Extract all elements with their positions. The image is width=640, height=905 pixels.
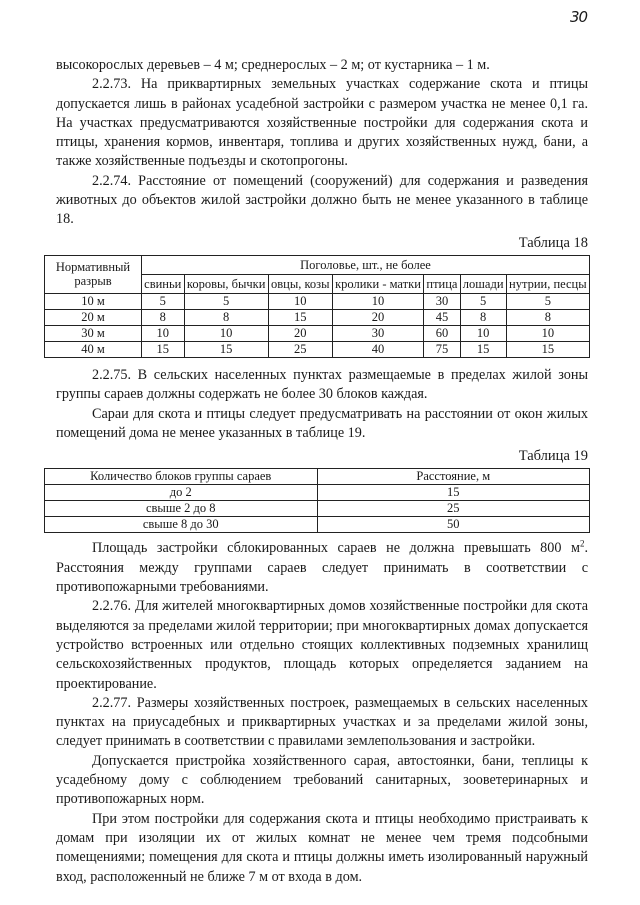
table-cell: 10 bbox=[142, 325, 185, 341]
table-cell: 5 bbox=[184, 293, 268, 309]
table-cell: 15 bbox=[142, 341, 185, 357]
paragraph-2-2-76: 2.2.76. Для жителей многоквартирных домов хозяйственные постройки для скота выделяются за пределами жилой территории; при многоквартирных домах допускается устройство встроенных или отдельно стоящих коллективных подземных хранилищ сельскохозяйственных продуктов, площадь которых определяется заданием на проектирование. bbox=[56, 598, 588, 692]
paragraph-2-2-75: 2.2.75. В сельских населенных пунктах размещаемые в пределах жилой зоны группы сараев должны содержать не более 30 блоков каждая. bbox=[56, 366, 588, 403]
table-cell: 20 bbox=[332, 309, 424, 325]
page-number: 30 bbox=[570, 8, 588, 26]
table-cell: 10 м bbox=[45, 293, 142, 309]
table-row bbox=[45, 325, 590, 341]
table-cell: 30 bbox=[424, 293, 460, 309]
text: . Расстояния между группами сараев следует принимать в соответствии с противопожарными требованиями. bbox=[56, 540, 588, 596]
table-cell: 10 bbox=[184, 325, 268, 341]
table-cell: 25 bbox=[317, 501, 590, 517]
paragraph: Сараи для скота и птицы следует предусматривать на расстоянии от окон жилых помещений дома не менее указанных в таблице 19. bbox=[56, 405, 588, 441]
table-cell: 30 м bbox=[45, 325, 142, 341]
table-19-caption: Таблица 19 bbox=[518, 448, 588, 465]
table-cell: 8 bbox=[506, 309, 589, 325]
table-cell: 25 bbox=[268, 341, 332, 357]
table-cell: 8 bbox=[142, 309, 185, 325]
table-cell: 15 bbox=[268, 309, 332, 325]
table-header-cell: овцы, козы bbox=[268, 274, 332, 293]
table-row bbox=[45, 309, 590, 325]
paragraph-2-2-74: 2.2.74. Расстояние от помещений (сооружений) для содержания и разведения животных до объектов жилой застройки должно быть не менее указанного в таблице 18. bbox=[56, 172, 588, 228]
table-cell: свыше 8 до 30 bbox=[45, 517, 318, 533]
table-cell: 40 bbox=[332, 341, 424, 357]
table-row bbox=[45, 501, 590, 517]
table-cell: 15 bbox=[317, 485, 590, 501]
table-19 bbox=[44, 468, 590, 533]
table-cell: 60 bbox=[424, 325, 460, 341]
table-header-cell: кролики - матки bbox=[332, 274, 424, 293]
table-cell: 5 bbox=[506, 293, 589, 309]
paragraph: высокорослых деревьев – 4 м; среднерослых – 2 м; от кустарника – 1 м. bbox=[56, 57, 490, 73]
table-row bbox=[45, 517, 590, 533]
table-cell: 10 bbox=[268, 293, 332, 309]
table-cell: 15 bbox=[506, 341, 589, 357]
table-cell: до 2 bbox=[45, 485, 318, 501]
paragraph-2-2-73: 2.2.73. На приквартирных земельных участках содержание скота и птицы допускается лишь в районах усадебной застройки с размером участка не менее 0,1 га. На участках предусматриваются хозяйственные постройки для содержания скота и птицы, хранения кормов, инвентаря, топлива и других хозяйственных нужд, бани, а также хозяйственные подъезды и скотопрогоны. bbox=[56, 76, 588, 170]
table-cell: 75 bbox=[424, 341, 460, 357]
text: Площадь застройки сблокированных сараев не должна превышать 800 м bbox=[92, 540, 580, 557]
table-cell: 5 bbox=[142, 293, 185, 309]
table-cell: 20 bbox=[268, 325, 332, 341]
table-18-caption: Таблица 18 bbox=[518, 234, 588, 251]
table-cell: 10 bbox=[460, 325, 506, 341]
table-header-cell: коровы, бычки bbox=[184, 274, 268, 293]
table-cell: 10 bbox=[332, 293, 424, 309]
table-header-cell: лошади bbox=[460, 274, 506, 293]
paragraph: Допускается пристройка хозяйственного сарая, автостоянки, бани, теплицы к усадебному дому с соблюдением требований санитарных, зооветеринарных и противопожарных норм. bbox=[56, 752, 588, 808]
table-cell: 10 bbox=[506, 325, 589, 341]
table-header-cell: нутрии, песцы bbox=[506, 274, 589, 293]
table-header-cell: Расстояние, м bbox=[317, 469, 590, 485]
paragraph-area bbox=[56, 539, 588, 597]
table-cell: 15 bbox=[184, 341, 268, 357]
table-18 bbox=[44, 255, 590, 358]
superscript: 2 bbox=[579, 538, 585, 549]
table-cell: 40 м bbox=[45, 341, 142, 357]
document-body bbox=[56, 56, 588, 887]
table-cell: 30 bbox=[332, 325, 424, 341]
table-cell: 15 bbox=[460, 341, 506, 357]
table-cell: 20 м bbox=[45, 309, 142, 325]
table-cell: 8 bbox=[460, 309, 506, 325]
paragraph-2-2-77: 2.2.77. Размеры хозяйственных построек, размещаемых в сельских населенных пунктах на приусадебных и приквартирных участках и за пределами жилой зоны, следует принимать в соответствии с правилами землепользования и застройки. bbox=[56, 694, 588, 750]
paragraph: При этом постройки для содержания скота и птицы необходимо пристраивать к домам при изоляции их от жилых комнат не менее чем тремя подсобными помещениями; помещения для скота и птицы должны иметь изолированный наружный вход, расположенный не ближе 7 м от входа в дом. bbox=[56, 810, 588, 885]
table-cell: 5 bbox=[460, 293, 506, 309]
table-header-cell: Количество блоков группы сараев bbox=[45, 469, 318, 485]
table-cell: 45 bbox=[424, 309, 460, 325]
table-header-cell: птица bbox=[424, 274, 460, 293]
table-cell: 50 bbox=[317, 517, 590, 533]
table-header-cell: свиньи bbox=[142, 274, 185, 293]
table-row bbox=[45, 485, 590, 501]
table-header-row-label: Нормативный разрыв bbox=[45, 255, 142, 293]
table-cell: 8 bbox=[184, 309, 268, 325]
table-cell: свыше 2 до 8 bbox=[45, 501, 318, 517]
table-row bbox=[45, 293, 590, 309]
table-header-group: Поголовье, шт., не более bbox=[142, 255, 590, 274]
table-row bbox=[45, 341, 590, 357]
